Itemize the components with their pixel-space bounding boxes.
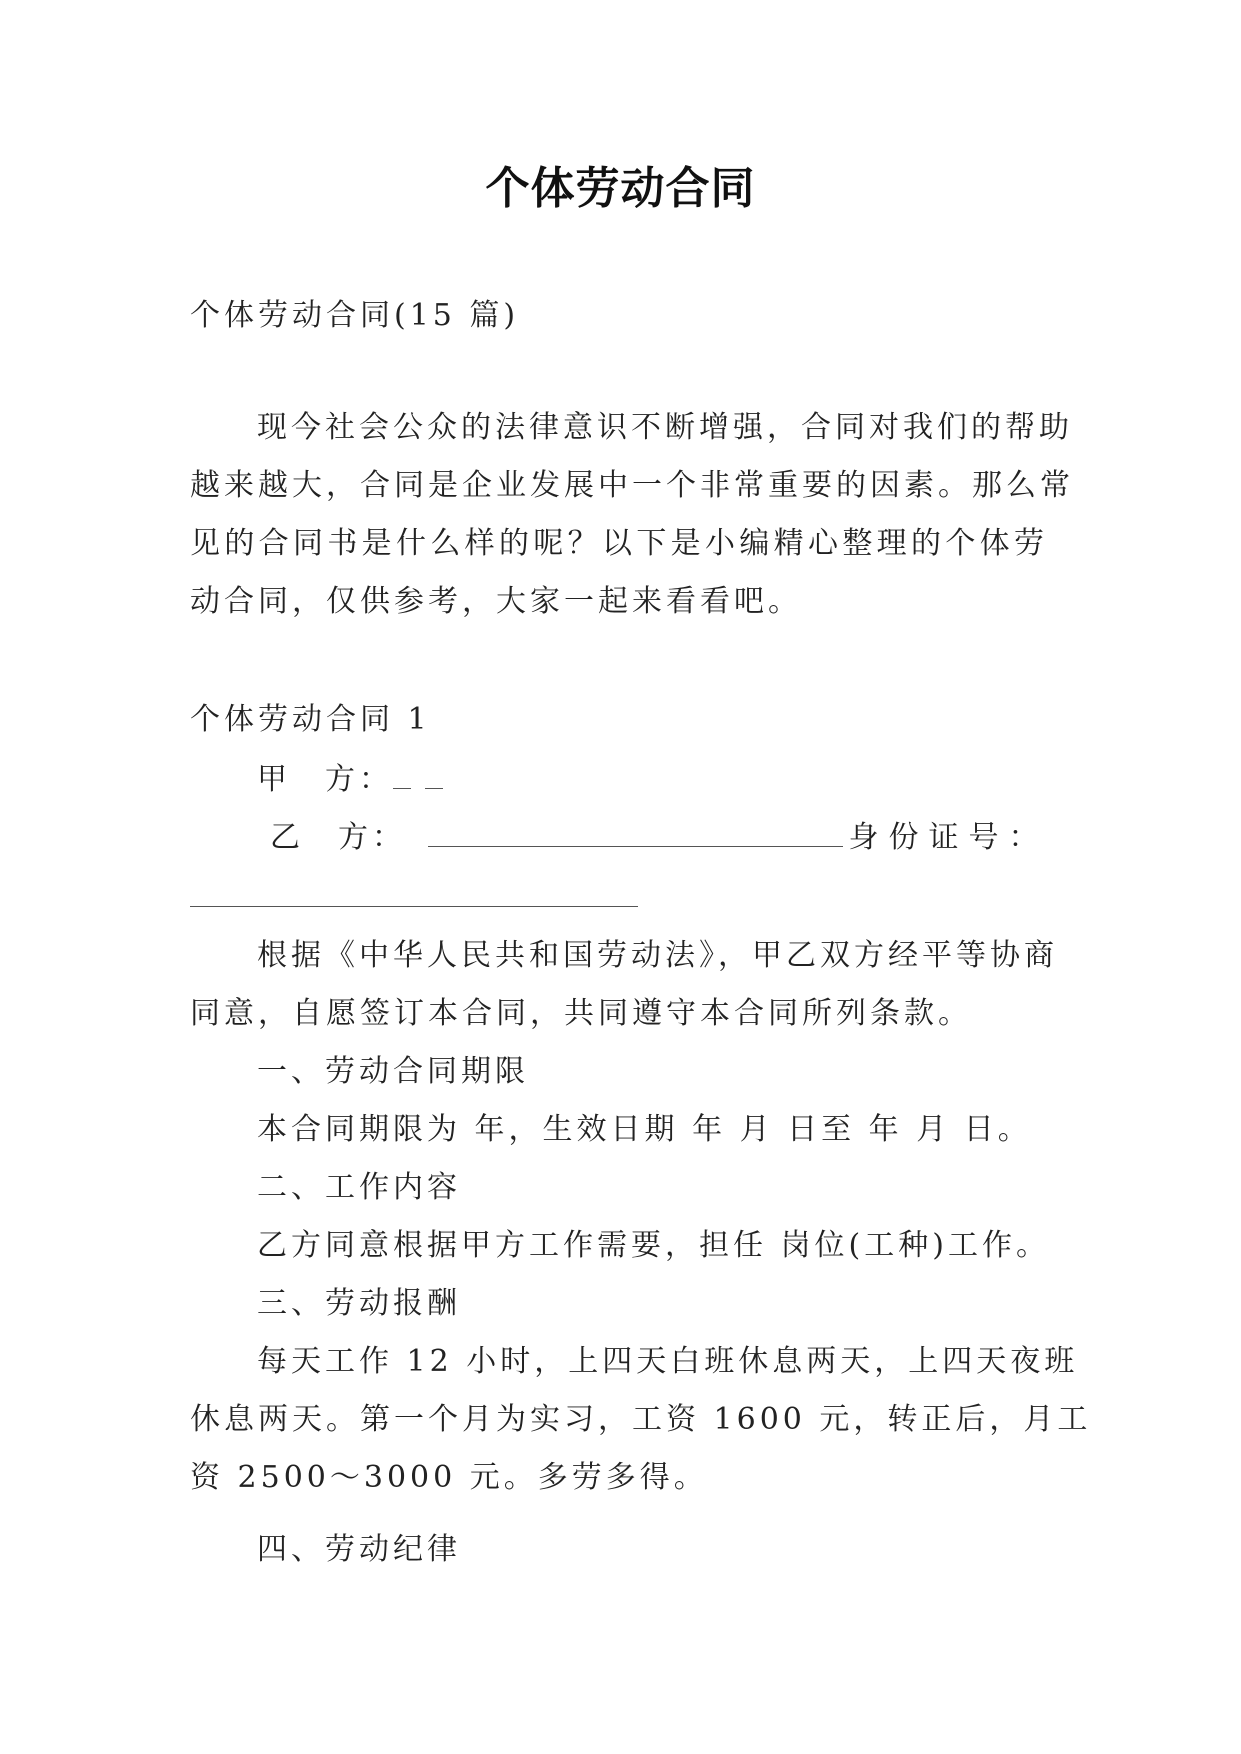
- id-number-blank: [190, 906, 638, 907]
- party-a-blank-1: [393, 758, 411, 789]
- party-b-label: 乙 方：: [270, 820, 406, 855]
- clause-3-line-3: 资 2500～3000 元。多劳多得。: [190, 1460, 708, 1495]
- section-heading: 个体劳动合同 1: [190, 702, 431, 737]
- clause-3-line-2: 休息两天。第一个月为实习，工资 1600 元，转正后，月工: [190, 1402, 1092, 1437]
- party-a-label: 甲 方：: [257, 762, 393, 797]
- id-number-label: 身份证号：: [848, 820, 1049, 855]
- clause-2-heading: 二、工作内容: [257, 1170, 461, 1205]
- intro-line-1: 现今社会公众的法律意识不断增强，合同对我们的帮助: [257, 410, 1073, 445]
- party-b-row: [270, 816, 1049, 858]
- party-b-blank: [428, 816, 843, 847]
- document-title: 个体劳动合同: [485, 163, 756, 214]
- clause-3-line-1: 每天工作 12 小时，上四天白班休息两天，上四天夜班: [257, 1344, 1079, 1379]
- clause-1-heading: 一、劳动合同期限: [257, 1054, 529, 1089]
- intro-line-4: 动合同，仅供参考，大家一起来看看吧。: [190, 584, 802, 619]
- clause-2-text: 乙方同意根据甲方工作需要，担任 岗位(工种)工作。: [257, 1228, 1050, 1263]
- basis-line-2: 同意，自愿签订本合同，共同遵守本合同所列条款。: [190, 996, 972, 1031]
- intro-line-3: 见的合同书是什么样的呢？以下是小编精心整理的个体劳: [190, 526, 1048, 561]
- party-a-blank-2: [425, 758, 443, 789]
- basis-line-1: 根据《中华人民共和国劳动法》，甲乙双方经平等协商: [257, 938, 1058, 973]
- document-subtitle: 个体劳动合同(15 篇): [190, 298, 520, 333]
- intro-line-2: 越来越大，合同是企业发展中一个非常重要的因素。那么常: [190, 468, 1074, 503]
- clause-4-heading: 四、劳动纪律: [257, 1532, 461, 1567]
- clause-3-heading: 三、劳动报酬: [257, 1286, 461, 1321]
- party-a-row: [257, 758, 443, 800]
- clause-1-text: 本合同期限为 年，生效日期 年 月 日至 年 月 日。: [257, 1112, 1032, 1147]
